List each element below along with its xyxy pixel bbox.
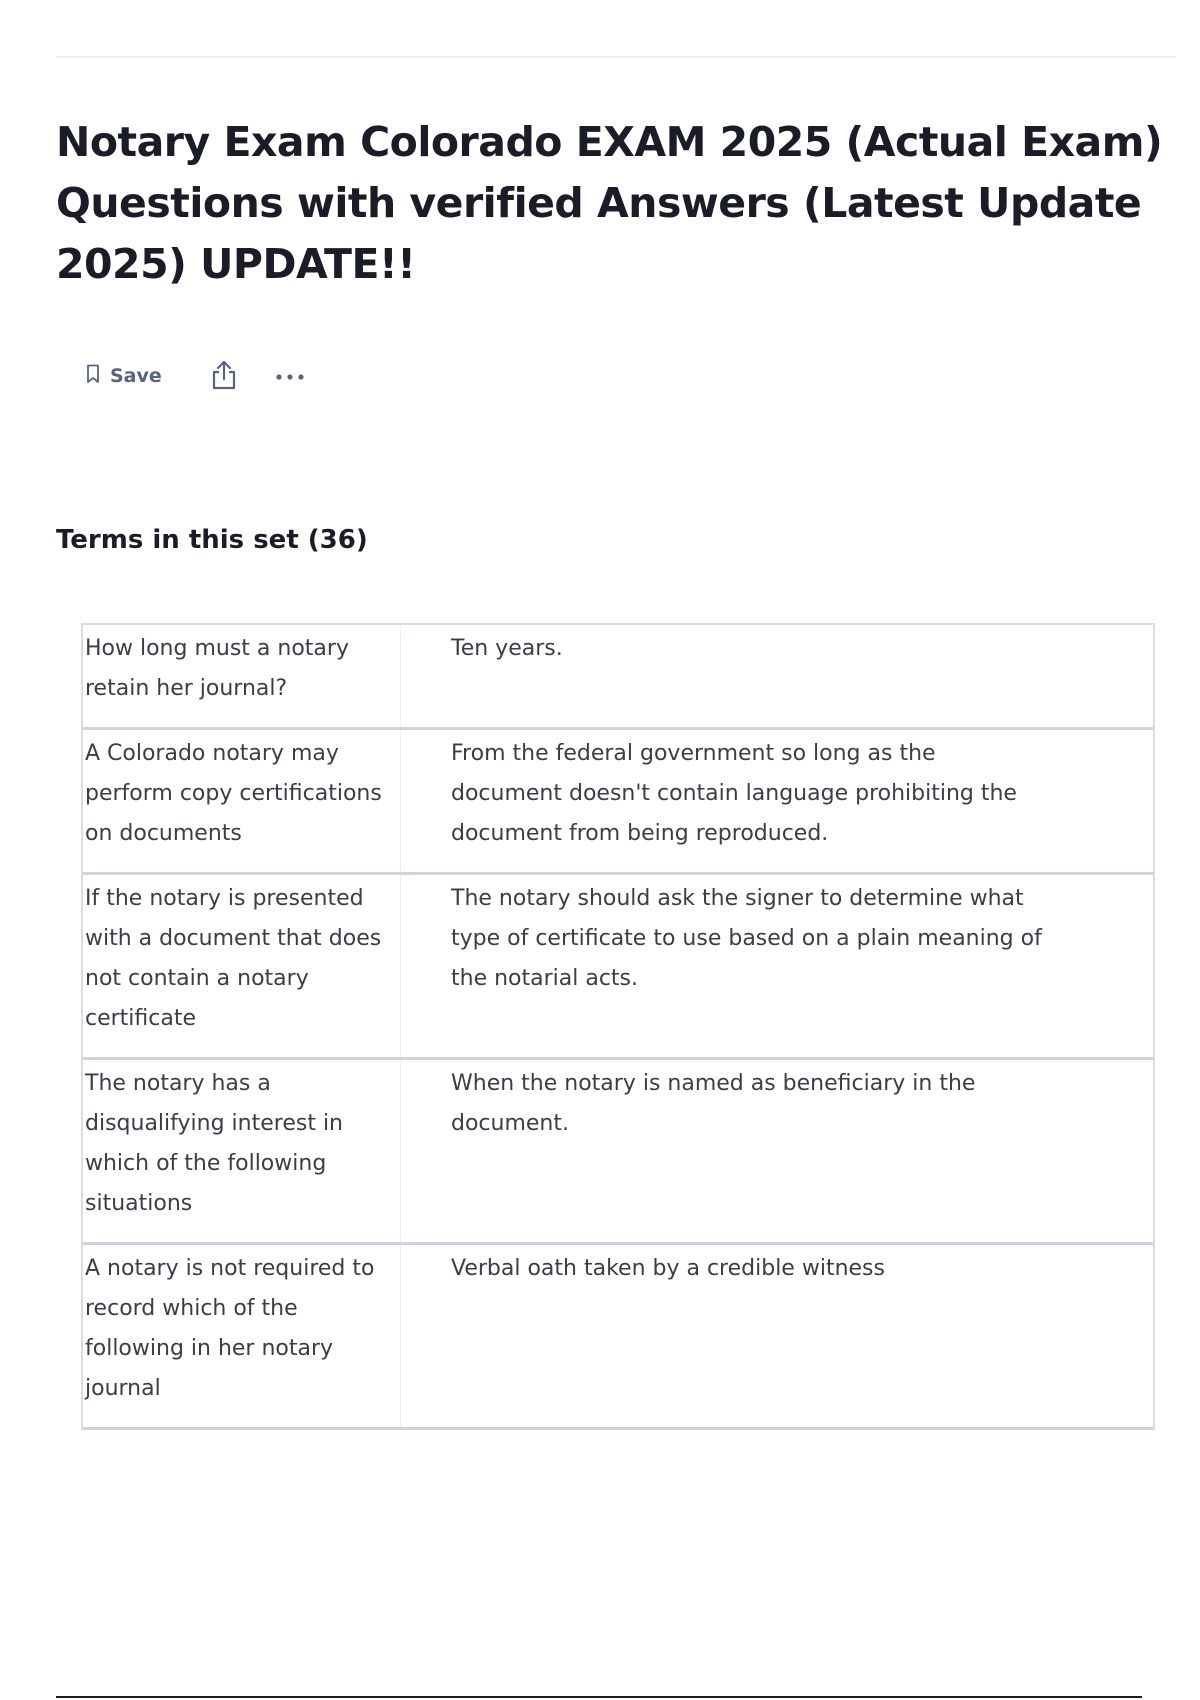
term-text: How long must a notary retain her journal?: [83, 625, 401, 727]
share-button[interactable]: [204, 356, 244, 396]
term-row: [83, 875, 1153, 1060]
bookmark-icon: [86, 364, 100, 389]
more-options-button[interactable]: [270, 356, 310, 396]
save-label: Save: [110, 365, 162, 387]
term-text: If the notary is presented with a document that does not contain a notary certificate: [83, 875, 401, 1057]
top-divider: [56, 56, 1176, 58]
term-text: A notary is not required to record which of the following in her notary journal: [83, 1245, 401, 1427]
save-button[interactable]: [80, 356, 168, 396]
share-icon: [211, 360, 237, 393]
term-row: [83, 1060, 1153, 1245]
definition-text: Verbal oath taken by a credible witness: [451, 1256, 885, 1281]
set-actions-toolbar: [80, 356, 310, 396]
definition-text: From the federal government so long as the document doesn't contain language prohibiting the document from being reproduced.: [451, 741, 1017, 846]
term-text: The notary has a disqualifying interest in which of the following situations: [83, 1060, 401, 1242]
term-text: A Colorado notary may perform copy certifications on documents: [83, 730, 401, 872]
bottom-divider: [56, 1696, 1142, 1698]
more-icon: [275, 369, 305, 384]
terms-table: [81, 623, 1155, 1430]
definition-text: The notary should ask the signer to determine what type of certificate to use based on a plain meaning of the notarial acts.: [451, 886, 1042, 991]
term-row: [83, 625, 1153, 730]
page-title: Notary Exam Colorado EXAM 2025 (Actual Exam) Questions with verified Answers (Latest Update 2025) UPDATE!!: [56, 118, 1163, 288]
definition-text: Ten years.: [451, 636, 563, 661]
term-row: [83, 730, 1153, 875]
definition-text: When the notary is named as beneficiary in the document.: [451, 1071, 976, 1136]
terms-count-heading: Terms in this set (36): [56, 525, 368, 555]
term-row: [83, 1245, 1153, 1430]
